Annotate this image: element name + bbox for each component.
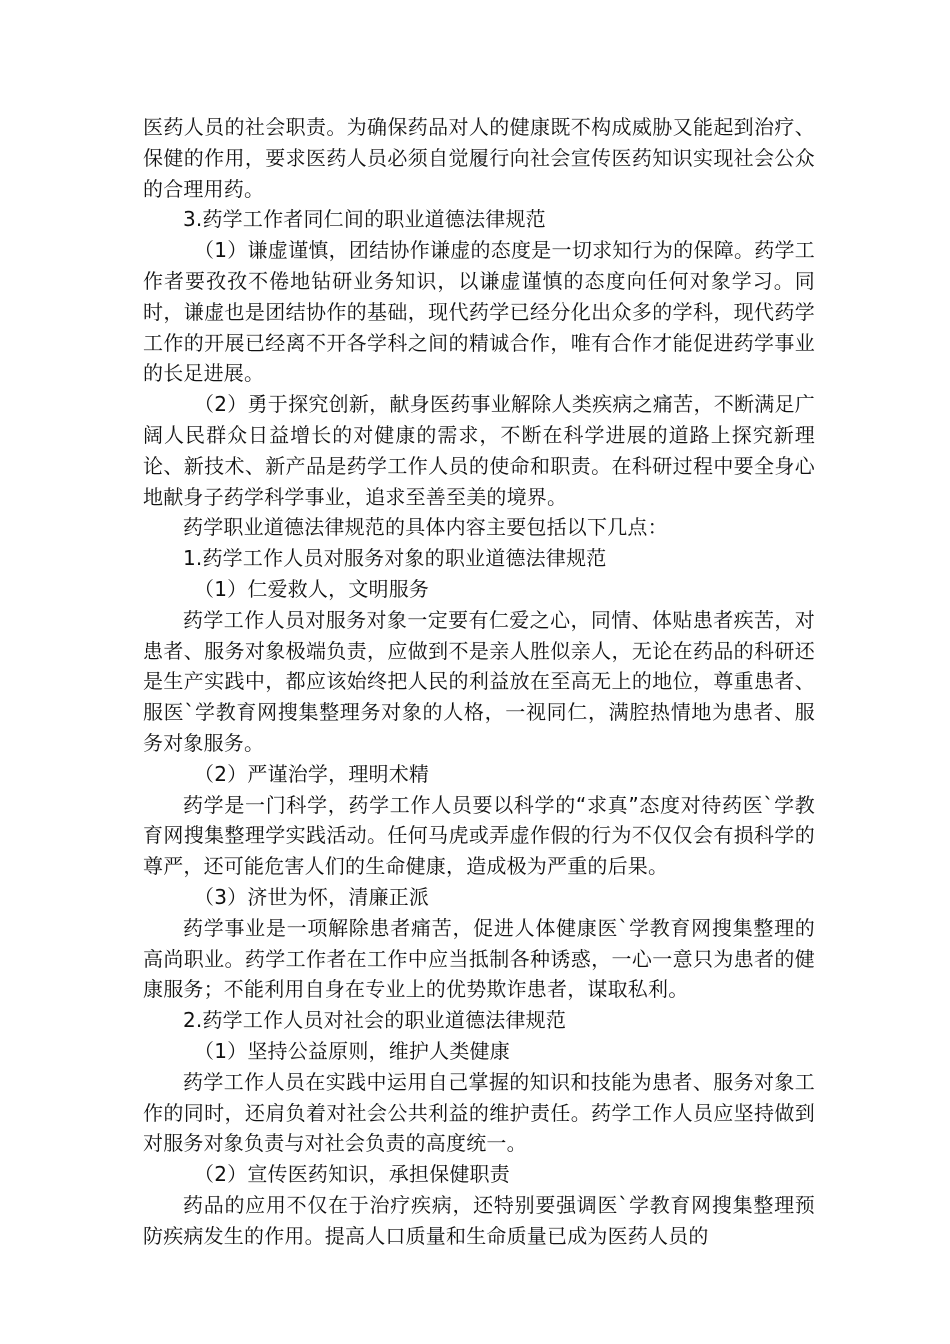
paragraph: （1）谦虚谨慎，团结协作谦虚的态度是一切求知行为的保障。药学工作者要孜孜不倦地钻研业务知识，以谦虚谨慎的态度向任何对象学习。同时，谦虚也是团结协作的基础，现代药学已经分化出众多的学科，现代药学工作的开展已经离不开各学科之间的精诚合作，唯有合作才能促进药学事业的长足进展。 (143, 238, 815, 386)
paragraph: （2）勇于探究创新，献身医药事业解除人类疾病之痛苦，不断满足广阔人民群众日益增长的对健康的需求，不断在科学进展的道路上探究新理论、新技术、新产品是药学工作人员的使命和职责。在科研过程中要全身心地献身子药学科学事业，追求至善至美的境界。 (143, 392, 815, 509)
section-heading: 1.药学工作人员对服务对象的职业道德法律规范 (183, 546, 607, 571)
paragraph: 药学事业是一项解除患者痛苦，促进人体健康医`学教育网搜集整理的高尚职业。药学工作者在工作中应当抵制各种诱惑，一心一意只为患者的健康服务；不能利用自身在专业上的优势欺诈患者，谋取私利。 (143, 915, 815, 1002)
paragraph: 药学工作人员在实践中运用自己掌握的知识和技能为患者、服务对象工作的同时，还肩负着对社会公共利益的维护责任。药学工作人员应坚持做到对服务对象负责与对社会负责的高度统一。 (143, 1069, 815, 1156)
section-heading: 2.药学工作人员对社会的职业道德法律规范 (183, 1008, 567, 1033)
paragraph: 药学职业道德法律规范的具体内容主要包括以下几点： (183, 515, 668, 540)
paragraph: 药学是一门科学，药学工作人员要以科学的“求真”态度对待药医`学教育网搜集整理学实践活动。任何马虎或弄虚作假的行为不仅仅会有损科学的尊严，还可能危害人们的生命健康，造成极为严重的后果。 (143, 792, 815, 879)
subsection-heading: （2）宣传医药知识，承担保健职责 (194, 1162, 510, 1187)
paragraph: 药学工作人员对服务对象一定要有仁爱之心，同情、体贴患者疾苦，对患者、服务对象极端负责，应做到不是亲人胜似亲人，无论在药品的科研还是生产实践中，都应该始终把人民的利益放在至高无上的地位，尊重患者、服医`学教育网搜集整理务对象的人格，一视同仁，满腔热情地为患者、服务对象服务。 (143, 607, 815, 755)
paragraph: 医药人员的社会职责。为确保药品对人的健康既不构成威胁又能起到治疗、保健的作用，要求医药人员必须自觉履行向社会宣传医药知识实现社会公众的合理用药。 (143, 115, 815, 201)
subsection-heading: （3）济世为怀，清廉正派 (194, 884, 430, 909)
document-page (143, 112, 815, 1251)
subsection-heading: （1）坚持公益原则，维护人类健康 (194, 1038, 510, 1063)
subsection-heading: （2）严谨治学，理明术精 (194, 761, 430, 786)
subsection-heading: （1）仁爱救人，文明服务 (194, 576, 430, 601)
paragraph: 药品的应用不仅在于治疗疾病，还特别要强调医`学教育网搜集整理预防疾病发生的作用。提高人口质量和生命质量已成为医药人员的 (143, 1192, 815, 1248)
section-heading: 3.药学工作者同仁间的职业道德法律规范 (183, 207, 546, 232)
